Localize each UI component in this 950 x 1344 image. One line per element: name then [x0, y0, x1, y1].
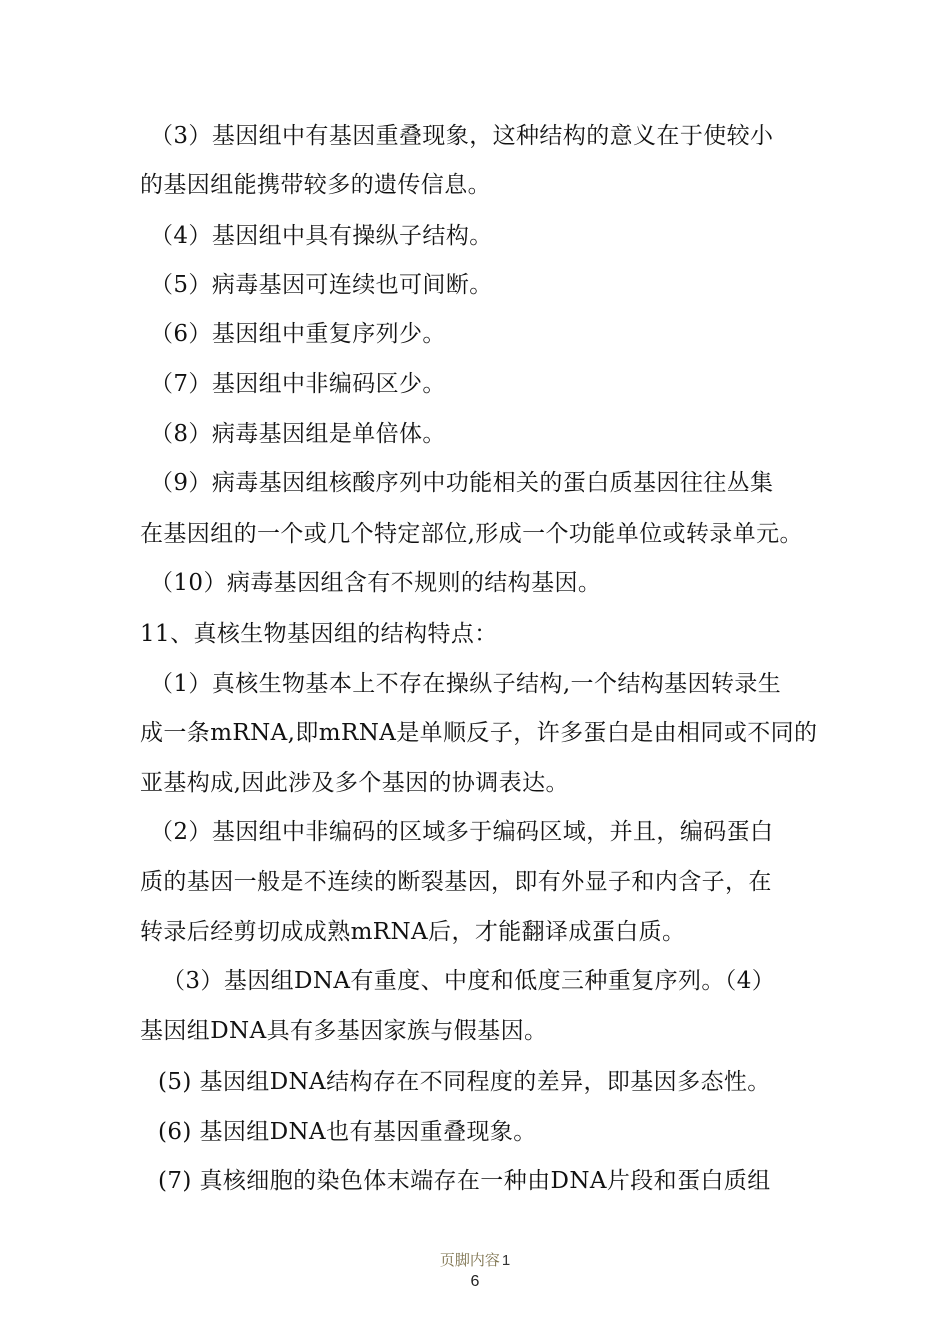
text-line: 成一条mRNA,即mRNA是单顺反子，许多蛋白是由相同或不同的 — [140, 720, 818, 746]
text-line: 的基因组能携带较多的遗传信息。 — [140, 172, 491, 198]
text-line: (6) 基因组DNA也有基因重叠现象。 — [158, 1119, 537, 1145]
text-line: 在基因组的一个或几个特定部位,形成一个功能单位或转录单元。 — [140, 521, 803, 547]
text-line: （3）基因组中有基因重叠现象，这种结构的意义在于使较小 — [150, 123, 774, 149]
text-line: （2）基因组中非编码的区域多于编码区域，并且，编码蛋白 — [150, 819, 774, 845]
text-line: 质的基因一般是不连续的断裂基因，即有外显子和内含子，在 — [140, 869, 772, 895]
text-line: （8）病毒基因组是单倍体。 — [150, 421, 446, 447]
text-line: （10）病毒基因组含有不规则的结构基因。 — [150, 570, 602, 596]
text-line: （6）基因组中重复序列少。 — [150, 321, 446, 347]
text-line: （5）病毒基因可连续也可间断。 — [150, 272, 493, 298]
text-line: （9）病毒基因组核酸序列中功能相关的蛋白质基因往往丛集 — [150, 470, 774, 496]
footer-label: 页脚内容 — [439, 1251, 500, 1269]
footer — [0, 1250, 950, 1271]
text-line: 转录后经剪切成成熟mRNA后，才能翻译成蛋白质。 — [140, 919, 686, 945]
text-line: （7）基因组中非编码区少。 — [150, 371, 446, 397]
text-line: （3）基因组DNA有重度、中度和低度三种重复序列。（4） — [162, 968, 776, 994]
text-line: (5) 基因组DNA结构存在不同程度的差异，即基因多态性。 — [158, 1069, 771, 1095]
footer-label-number: 1 — [501, 1252, 511, 1269]
text-line: （4）基因组中具有操纵子结构。 — [150, 223, 493, 249]
text-line: 亚基构成,因此涉及多个基因的协调表达。 — [140, 770, 569, 796]
text-line: (7) 真核细胞的染色体末端存在一种由DNA片段和蛋白质组 — [158, 1168, 771, 1194]
text-line: 基因组DNA具有多基因家族与假基因。 — [140, 1018, 548, 1044]
section-heading: 11、真核生物基因组的结构特点： — [140, 621, 498, 647]
page-number: 6 — [470, 1273, 480, 1290]
text-line: （1）真核生物基本上不存在操纵子结构,一个结构基因转录生 — [150, 671, 782, 697]
